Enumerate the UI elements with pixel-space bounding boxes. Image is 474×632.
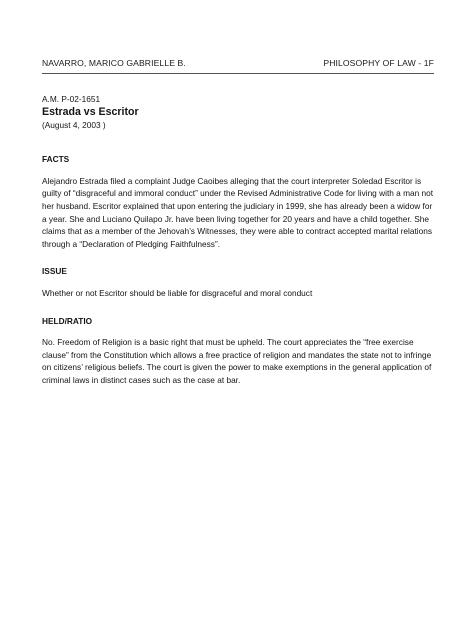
facts-paragraph: Alejandro Estrada filed a complaint Judge Caoibes alleging that the court interpreter Soledad Escritor is guilty of “disgraceful and immoral conduct” under the Revised Administrative Code for living with a man not her husband. Escritor explained that upon entering the judiciary in 1999, she has already been a widow for a year. She and Luciano Quilapo Jr. have been living together for 20 years and have a child together. She claims that as a member of the Jehovah’s Witnesses, they were able to contract accepted marital relations through a “Declaration of Pledging Faithfulness”. (42, 175, 434, 249)
issue-paragraph: Whether or not Escritor should be liable for disgraceful and moral conduct (42, 287, 313, 298)
page-header (42, 58, 434, 72)
issue-heading: ISSUE (42, 266, 67, 277)
author-name: NAVARRO, MARICO GABRIELLE B. (42, 58, 186, 68)
held-heading: HELD/RATIO (42, 315, 93, 326)
course-name: PHILOSOPHY OF LAW - 1F (323, 58, 434, 68)
header-divider (42, 73, 434, 74)
case-date: (August 4, 2003 ) (42, 119, 106, 130)
document-body (42, 93, 434, 401)
case-title: Estrada vs Escritor (42, 105, 139, 118)
facts-heading: FACTS (42, 154, 70, 165)
held-paragraph: No. Freedom of Religion is a basic right that must be upheld. The court appreciates the “free exercise clause” from the Constitution which allows a free practice of religion and mandates the state not to infringe on citizens’ religious beliefs. The court is given the power to make exemptions in the general application of criminal laws in distinct cases such as the case at bar. (42, 337, 432, 385)
case-number: A.M. P-02-1651 (42, 94, 101, 104)
